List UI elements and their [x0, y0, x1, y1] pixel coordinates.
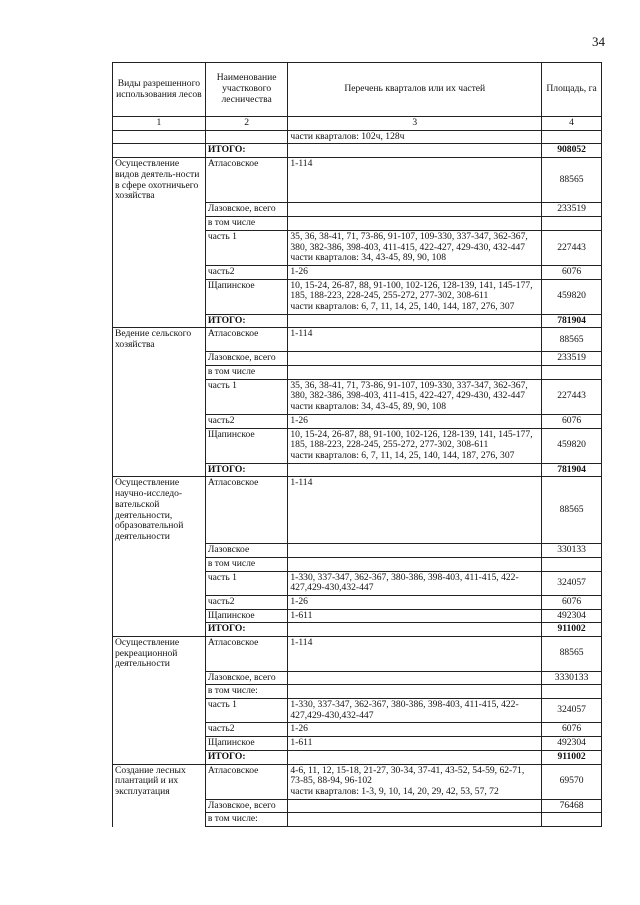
area-cell: 330133 — [542, 544, 602, 558]
quarters-cell: 1-330, 337-347, 362-367, 380-386, 398-403, 411-415, 422-427,429-430,432-447 — [288, 699, 542, 723]
forestry-cell: часть 1 — [205, 699, 288, 723]
forestry-cell: Атласовское — [205, 158, 288, 203]
table-row — [113, 158, 602, 203]
forestry-cell: часть 1 — [205, 379, 288, 414]
forestry-cell: в том числе — [205, 366, 288, 380]
kind-cell — [113, 813, 206, 827]
area-cell: 69570 — [542, 764, 602, 799]
kind-cell — [113, 265, 206, 279]
area-cell: 88565 — [542, 328, 602, 352]
quarters-cell — [288, 813, 542, 827]
kind-cell — [113, 609, 206, 623]
forestry-cell: ИТОГО: — [205, 623, 288, 637]
area-cell — [542, 366, 602, 380]
forestry-cell: Лазовское — [205, 544, 288, 558]
forestry-cell: в том числе: — [205, 685, 288, 699]
forestry-cell: Лазовское, всего — [205, 799, 288, 813]
area-cell: 6076 — [542, 414, 602, 428]
quarters-cell: 1-114 — [288, 637, 542, 672]
area-cell: 3330133 — [542, 671, 602, 685]
header-kind: Виды разрешенного использования лесов — [113, 63, 206, 117]
table-row — [113, 799, 602, 813]
area-cell: 233519 — [542, 352, 602, 366]
area-cell: 6076 — [542, 723, 602, 737]
table-row — [113, 414, 602, 428]
quarters-cell — [288, 544, 542, 558]
area-cell — [542, 813, 602, 827]
quarters-cell: 1-26 — [288, 723, 542, 737]
forestry-cell: часть2 — [205, 595, 288, 609]
area-cell: 233519 — [542, 203, 602, 217]
kind-cell — [113, 671, 206, 685]
table-cell — [542, 130, 602, 144]
kind-cell — [113, 571, 206, 595]
forestry-cell: ИТОГО: — [205, 750, 288, 764]
area-cell: 227443 — [542, 230, 602, 265]
quarters-cell: 35, 36, 38-41, 71, 73-86, 91-107, 109-330, 337-347, 362-367, 380, 382-386, 398-403, 411-415, 422-427, 429-430, 432-447 части кварталов: 34, 43-45, 89, 90, 108 — [288, 379, 542, 414]
area-cell: 459820 — [542, 279, 602, 314]
area-cell: 6076 — [542, 265, 602, 279]
forestry-cell: часть2 — [205, 723, 288, 737]
area-cell: 911002 — [542, 750, 602, 764]
table-row — [113, 595, 602, 609]
table-row — [113, 217, 602, 231]
table-cell — [205, 130, 288, 144]
forestry-cell: Атласовское — [205, 328, 288, 352]
kind-cell — [113, 203, 206, 217]
kind-cell — [113, 314, 206, 328]
kind-cell — [113, 685, 206, 699]
quarters-cell: 1-114 — [288, 158, 542, 203]
forest-use-table — [112, 62, 602, 827]
area-cell: 227443 — [542, 379, 602, 414]
forestry-cell: ИТОГО: — [205, 144, 288, 158]
quarters-cell — [288, 750, 542, 764]
table-row — [113, 477, 602, 544]
forestry-cell: Атласовское — [205, 477, 288, 544]
table-row — [113, 571, 602, 595]
area-cell: 911002 — [542, 623, 602, 637]
forestry-cell: часть2 — [205, 265, 288, 279]
quarters-cell — [288, 314, 542, 328]
kind-cell — [113, 799, 206, 813]
kind-cell: Ведение сельского хозяйства — [113, 328, 206, 352]
table-row — [113, 609, 602, 623]
area-cell: 492304 — [542, 737, 602, 751]
forestry-cell: часть 1 — [205, 230, 288, 265]
area-cell: 6076 — [542, 595, 602, 609]
quarters-cell: 1-330, 337-347, 362-367, 380-386, 398-403, 411-415, 422-427,429-430,432-447 — [288, 571, 542, 595]
quarters-cell — [288, 557, 542, 571]
quarters-cell: части кварталов: 102ч, 128ч — [288, 130, 542, 144]
table-row — [113, 671, 602, 685]
table-row — [113, 265, 602, 279]
quarters-cell — [288, 623, 542, 637]
kind-cell: Осуществление видов деятель-ности в сфере охотничьего хозяйства — [113, 158, 206, 203]
area-cell: 459820 — [542, 428, 602, 463]
forestry-cell: Щапинское — [205, 737, 288, 751]
area-cell: 908052 — [542, 144, 602, 158]
forestry-cell: Щапинское — [205, 609, 288, 623]
table-row — [113, 637, 602, 672]
area-cell: 324057 — [542, 571, 602, 595]
table-row — [113, 379, 602, 414]
quarters-cell — [288, 799, 542, 813]
kind-cell — [113, 428, 206, 463]
forestry-cell: Щапинское — [205, 428, 288, 463]
quarters-cell: 1-611 — [288, 737, 542, 751]
kind-cell: Создание лесных плантаций и их эксплуатация — [113, 764, 206, 799]
area-cell: 76468 — [542, 799, 602, 813]
kind-cell — [113, 379, 206, 414]
quarters-cell: 35, 36, 38-41, 71, 73-86, 91-107, 109-330, 337-347, 362-367, 380, 382-386, 398-403, 411-415, 422-427, 429-430, 432-447 части кварталов: 34, 43-45, 89, 90, 108 — [288, 230, 542, 265]
quarters-cell — [288, 203, 542, 217]
table-row — [113, 557, 602, 571]
area-cell: 88565 — [542, 158, 602, 203]
table-row — [113, 328, 602, 352]
table-row — [113, 764, 602, 799]
table-row — [113, 203, 602, 217]
table-row — [113, 750, 602, 764]
area-cell: 781904 — [542, 463, 602, 477]
col-number: 2 — [205, 117, 288, 131]
forestry-cell: в том числе — [205, 557, 288, 571]
table-row — [113, 366, 602, 380]
forestry-cell: Щапинское — [205, 279, 288, 314]
forestry-cell: в том числе — [205, 217, 288, 231]
header-quarters: Перечень кварталов или их частей — [288, 63, 542, 117]
kind-cell — [113, 699, 206, 723]
kind-cell — [113, 595, 206, 609]
quarters-cell — [288, 671, 542, 685]
forestry-cell: Атласовское — [205, 764, 288, 799]
col-number: 4 — [542, 117, 602, 131]
table-row — [113, 723, 602, 737]
quarters-cell — [288, 366, 542, 380]
forestry-cell: ИТОГО: — [205, 314, 288, 328]
table-row — [113, 428, 602, 463]
area-cell: 324057 — [542, 699, 602, 723]
kind-cell — [113, 414, 206, 428]
table-row — [113, 230, 602, 265]
kind-cell — [113, 737, 206, 751]
col-number: 1 — [113, 117, 206, 131]
table-row — [113, 144, 602, 158]
area-cell: 88565 — [542, 637, 602, 672]
table-body — [113, 144, 602, 827]
quarters-cell — [288, 463, 542, 477]
quarters-cell: 10, 15-24, 26-87, 88, 91-100, 102-126, 128-139, 141, 145-177, 185, 188-223, 228-245, 255-272, 277-302, 308-611 части кварталов: 6, 7, 11, 14, 25, 140, 144, 187, 276, 307 — [288, 279, 542, 314]
header-area: Площадь, га — [542, 63, 602, 117]
table-row — [113, 623, 602, 637]
quarters-cell: 1-114 — [288, 328, 542, 352]
area-cell — [542, 557, 602, 571]
forestry-cell: Атласовское — [205, 637, 288, 672]
area-cell: 781904 — [542, 314, 602, 328]
kind-cell — [113, 366, 206, 380]
quarters-cell: 1-26 — [288, 414, 542, 428]
table-row — [113, 685, 602, 699]
quarters-cell — [288, 685, 542, 699]
kind-cell — [113, 544, 206, 558]
kind-cell — [113, 230, 206, 265]
kind-cell — [113, 723, 206, 737]
table-row — [113, 463, 602, 477]
page-number: 34 — [592, 34, 605, 49]
area-cell: 88565 — [542, 477, 602, 544]
table-row — [113, 813, 602, 827]
kind-cell — [113, 144, 206, 158]
kind-cell — [113, 463, 206, 477]
forestry-cell: Лазовское, всего — [205, 671, 288, 685]
forestry-cell: ИТОГО: — [205, 463, 288, 477]
quarters-cell: 4-6, 11, 12, 15-18, 21-27, 30-34, 37-41, 43-52, 54-59, 62-71, 73-85, 88-94, 96-102 части кварталов: 1-3, 9, 10, 14, 20, 29, 42, 53, 57, 72 — [288, 764, 542, 799]
quarters-cell: 1-26 — [288, 265, 542, 279]
table-row — [113, 737, 602, 751]
quarters-cell — [288, 144, 542, 158]
forestry-cell: Лазовское, всего — [205, 203, 288, 217]
table-cell — [113, 130, 206, 144]
kind-cell — [113, 557, 206, 571]
quarters-cell: 1-611 — [288, 609, 542, 623]
header-forestry: Наименование участкового лесничества — [205, 63, 288, 117]
kind-cell — [113, 750, 206, 764]
quarters-cell: 10, 15-24, 26-87, 88, 91-100, 102-126, 128-139, 141, 145-177, 185, 188-223, 228-245, 255-272, 277-302, 308-611 части кварталов: 6, 7, 11, 14, 25, 140, 144, 187, 276, 307 — [288, 428, 542, 463]
quarters-cell: 1-26 — [288, 595, 542, 609]
area-cell: 492304 — [542, 609, 602, 623]
forestry-cell: Лазовское, всего — [205, 352, 288, 366]
quarters-cell: 1-114 — [288, 477, 542, 544]
kind-cell — [113, 352, 206, 366]
quarters-cell — [288, 352, 542, 366]
col-number: 3 — [288, 117, 542, 131]
table-row — [113, 314, 602, 328]
kind-cell: Осуществление рекреационной деятельности — [113, 637, 206, 672]
area-cell — [542, 685, 602, 699]
table-row — [113, 544, 602, 558]
forestry-cell: часть2 — [205, 414, 288, 428]
forestry-cell: в том числе: — [205, 813, 288, 827]
forestry-cell: часть 1 — [205, 571, 288, 595]
area-cell — [542, 217, 602, 231]
table-row — [113, 279, 602, 314]
kind-cell — [113, 279, 206, 314]
kind-cell: Осуществление научно-исследо-вательской деятельности, образовательной деятельности — [113, 477, 206, 544]
table-row — [113, 699, 602, 723]
kind-cell — [113, 623, 206, 637]
kind-cell — [113, 217, 206, 231]
table-row — [113, 352, 602, 366]
quarters-cell — [288, 217, 542, 231]
